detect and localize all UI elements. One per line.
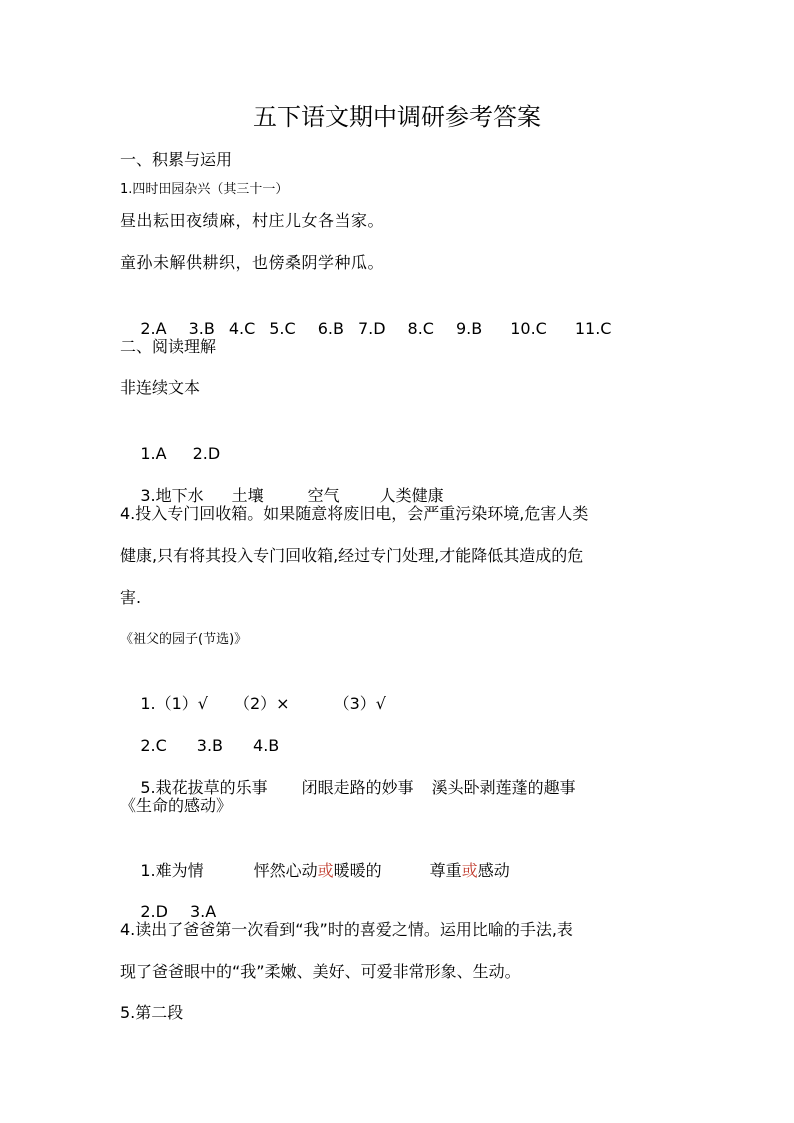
answer: 尊重: [429, 861, 462, 880]
answer: 暖暖的: [333, 861, 382, 880]
answer: （2）×: [234, 694, 290, 713]
answer: 3.地下水: [140, 486, 204, 505]
choice-answer: 10.C: [510, 319, 547, 338]
choice-answer: 2.A: [140, 319, 167, 338]
poem-line-2: 童孙未解供耕织，也傍桑阴学种瓜。: [120, 253, 385, 272]
nonlinear-q4-line-2: 健康,只有将其投入专门回收箱,经过专门处理,才能降低其造成的危: [120, 546, 584, 565]
choice-answer: 11.C: [574, 319, 612, 338]
answer: 怦然心动: [253, 861, 318, 880]
poem-line-1: 昼出耘田夜绩麻，村庄儿女各当家。: [120, 211, 385, 230]
subsection-heading-nonlinear: 非连续文本: [120, 378, 201, 397]
choice-answer: 9.B: [455, 319, 483, 338]
answer: 2.D: [192, 444, 221, 463]
life-q4-line-1: 4.读出了爸爸第一次看到“我”时的喜爱之情。运用比喻的手法,表: [120, 920, 573, 939]
answer: 闭眼走路的妙事: [301, 778, 414, 797]
choice-answer: 7.D: [357, 319, 386, 338]
answer: 3.A: [189, 902, 217, 921]
answer: 感动: [477, 861, 510, 880]
section-heading-reading: 二、阅读理解: [120, 337, 217, 356]
or-highlight: 或: [461, 861, 478, 880]
choice-answer: 4.C: [228, 319, 256, 338]
choice-answer: 3.B: [188, 319, 215, 338]
life-q4-line-2: 现了爸爸眼中的“我”柔嫩、美好、可爱非常形象、生动。: [120, 962, 521, 981]
answer: 3.B: [196, 736, 224, 755]
choice-answer: 8.C: [407, 319, 434, 338]
answer: 1.A: [140, 444, 167, 463]
page-title: 五下语文期中调研参考答案: [253, 103, 541, 131]
nonlinear-q4-line-1: 4.投入专门回收箱。如果随意将废旧电，会严重污染环境,危害人类: [120, 504, 589, 523]
nonlinear-q4-line-3: 害.: [120, 588, 142, 607]
subsection-heading-garden: 《祖父的园子(节选)》: [120, 632, 248, 647]
answer: （3）√: [333, 694, 386, 713]
answer: 2.C: [140, 736, 167, 755]
answer: 4.B: [253, 736, 280, 755]
life-q5: 5.第二段: [120, 1003, 184, 1022]
poem-title: 1.四时田园杂兴（其三十一）: [120, 182, 289, 197]
answer: 溪头卧剥莲蓬的趣事: [431, 778, 576, 797]
answer: 空气: [307, 486, 340, 505]
choice-answer: 5.C: [269, 319, 296, 338]
answer: 2.D: [140, 902, 168, 921]
choice-answer: 6.B: [317, 319, 344, 338]
answer: 土壤: [231, 486, 264, 505]
answer: 人类健康: [379, 486, 444, 505]
or-highlight: 或: [317, 861, 334, 880]
section-heading-accumulation: 一、积累与运用: [120, 150, 233, 169]
answer: 1.（1）√: [140, 694, 208, 713]
subsection-heading-life: 《生命的感动》: [120, 796, 233, 815]
answer: 1.难为情: [140, 861, 204, 880]
answer: 5.栽花拔草的乐事: [140, 778, 268, 797]
